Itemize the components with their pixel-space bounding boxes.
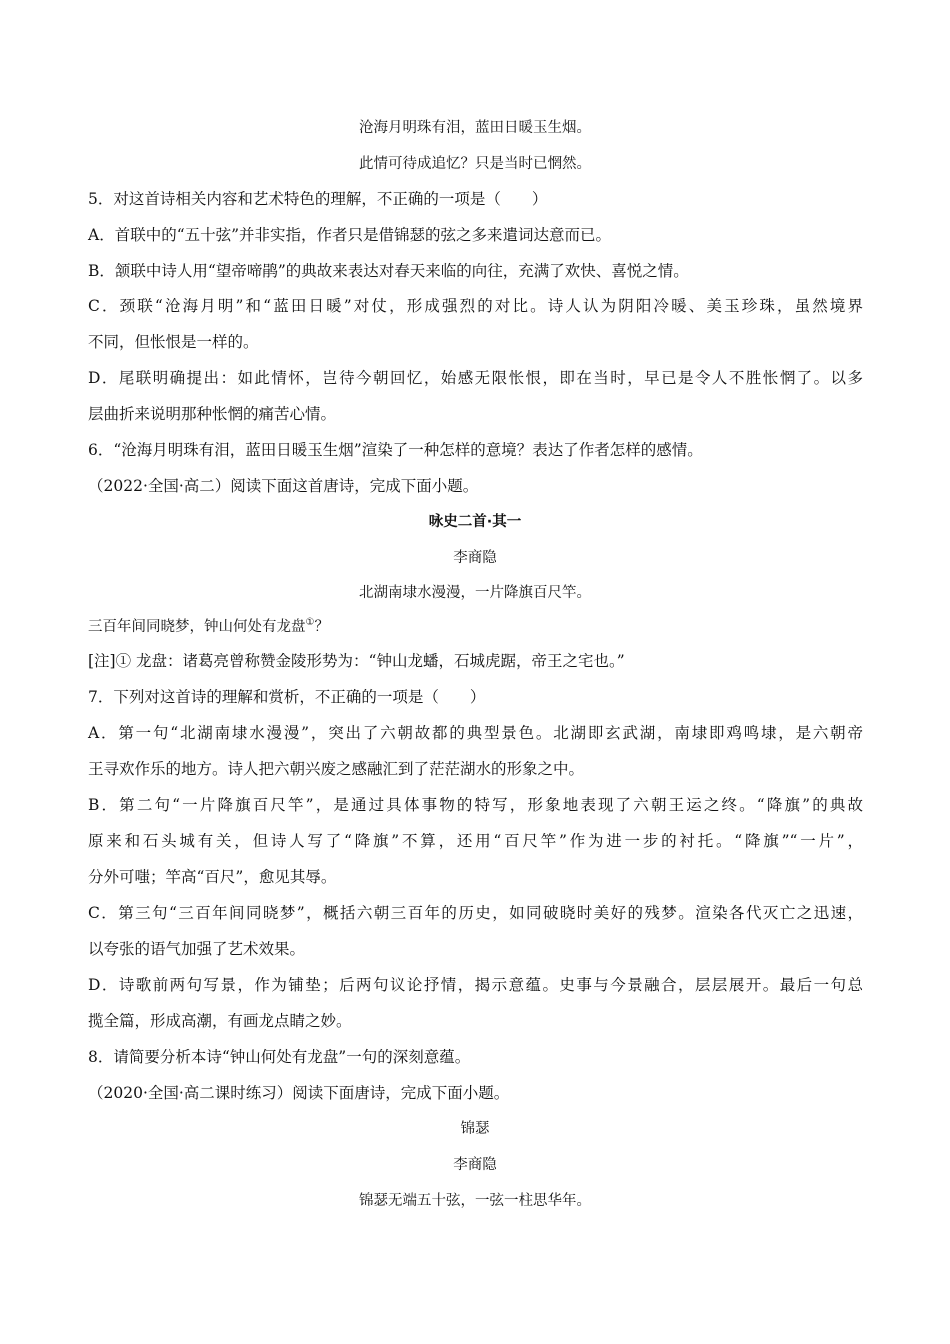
poem-line: 此情可待成追忆？只是当时已惘然。 — [359, 156, 591, 172]
poem-line-end: ？ — [314, 619, 329, 635]
question-5-option-d: D．尾联明确提出：如此情怀，岂待今朝回忆，始感无限怅恨，即在当时，早已是令人不胜怅惘了。以多 — [88, 369, 863, 387]
question-7-option-d-cont: 揽全篇，形成高潮，有画龙点睛之妙。 — [88, 1012, 352, 1030]
question-7-option-a: A．第一句“北湖南埭水漫漫”，突出了六朝故都的典型景色。北湖即玄武湖，南埭即鸡鸣埭，是六朝帝 — [88, 724, 863, 742]
question-7-stem: 7．下列对这首诗的理解和赏析，不正确的一项是（ ） — [88, 688, 486, 706]
question-5-option-d-cont: 层曲折来说明那种怅惘的痛苦心情。 — [88, 405, 337, 423]
question-7-option-b-cont2: 分外可嗤；竿高“百尺”，愈见其辱。 — [88, 868, 337, 886]
question-5-option-c: C．颈联“沧海月明”和“蓝田日暖”对仗，形成强烈的对比。诗人认为阴阳冷暖、美玉珍珠，虽然境界 — [88, 297, 863, 315]
question-7-option-d: D．诗歌前两句写景，作为铺垫；后两句议论抒情，揭示意蕴。史事与今景融合，层层展开。最后一句总 — [88, 976, 863, 994]
question-8-stem: 8．请简要分析本诗“钟山何处有龙盘”一句的深刻意蕴。 — [88, 1048, 471, 1066]
poem-title: 锦瑟 — [460, 1121, 490, 1137]
question-5-option-b: B．颔联中诗人用“望帝啼鹃”的典故来表达对春天来临的向往，充满了欢快、喜悦之情。 — [88, 262, 689, 280]
question-5-option-a: A．首联中的“五十弦”并非实指，作者只是借锦瑟的弦之多来遣词达意而已。 — [88, 226, 612, 244]
question-7-option-c-cont: 以夸张的语气加强了艺术效果。 — [88, 940, 306, 958]
poem-author: 李商隐 — [453, 550, 497, 566]
section-3-intro: （2020·全国·高二课时练习）阅读下面唐诗，完成下面小题。 — [88, 1084, 510, 1102]
question-5-option-c-cont: 不同，但怅恨是一样的。 — [88, 333, 259, 351]
poem-line-text: 三百年间同晓梦，钟山何处有龙盘 — [88, 619, 306, 635]
question-7-option-c: C．第三句“三百年间同晓梦”，概括六朝三百年的历史，如同破晓时美好的残梦。渲染各代灭亡之迅速， — [88, 904, 863, 922]
question-5-stem: 5．对这首诗相关内容和艺术特色的理解，不正确的一项是（ ） — [88, 190, 548, 208]
footnote-marker: ① — [305, 617, 315, 629]
footnote: [注]① 龙盘：诸葛亮曾称赞金陵形势为：“钟山龙蟠，石城虎踞，帝王之宅也。” — [88, 652, 625, 670]
poem-line: 锦瑟无端五十弦，一弦一柱思华年。 — [359, 1193, 591, 1209]
section-2-intro: （2022·全国·高二）阅读下面这首唐诗，完成下面小题。 — [88, 477, 479, 495]
question-7-option-a-cont: 王寻欢作乐的地方。诗人把六朝兴废之感融汇到了茫茫湖水的形象之中。 — [88, 760, 585, 778]
poem-title: 咏史二首·其一 — [428, 514, 522, 530]
poem-author: 李商隐 — [453, 1157, 497, 1173]
poem-line: 北湖南埭水漫漫，一片降旗百尺竿。 — [359, 585, 591, 601]
question-7-option-b-cont: 原来和石头城有关，但诗人写了“降旗”不算，还用“百尺竿”作为进一步的衬托。“降旗”“一片”， — [88, 832, 863, 850]
question-7-option-b: B．第二句“一片降旗百尺竿”，是通过具体事物的特写，形象地表现了六朝王运之终。“降旗”的典故 — [88, 796, 863, 814]
poem-line: 沧海月明珠有泪，蓝田日暖玉生烟。 — [359, 120, 591, 136]
poem-line-left — [88, 616, 863, 638]
question-6-stem: 6．“沧海月明珠有泪，蓝田日暖玉生烟”渲染了一种怎样的意境？表达了作者怎样的感情。 — [88, 441, 703, 459]
